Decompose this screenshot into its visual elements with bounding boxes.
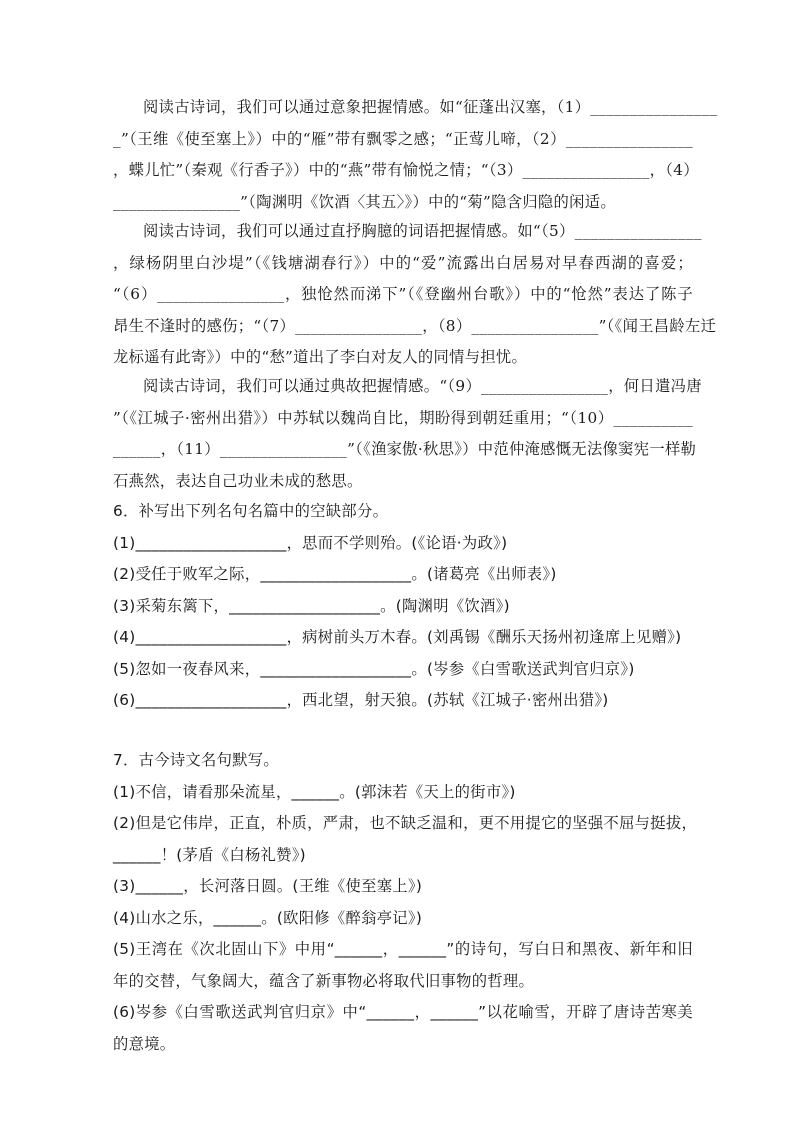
question-item: (6)岑参《白雪歌送武判官归京》中“______，______”以花喻雪，开辟了唐诗苦寒美 [113, 1003, 693, 1021]
passage-imagery [113, 92, 718, 218]
question-item: (6)___________________，西北望，射天狼。(苏轼《江城子·密州出猎》) [113, 691, 609, 709]
passage-allusion [113, 371, 702, 497]
passage-line: ，蝶儿忙”（秦观《行香子》）中的“燕”带有愉悦之情；“（3）________________，（4） [113, 161, 699, 179]
question-item: (3)采菊东篱下，___________________。(陶渊明《饮酒》) [113, 596, 510, 615]
question-item: (3)______，长河落日圆。(王维《使至塞上》) [113, 877, 423, 895]
passage-line: 昂生不逢时的感伤；“（7）________________，（8）________________”（《闻王昌龄左迁 [113, 316, 717, 335]
question-title: 7．古今诗文名句默写。 [113, 751, 280, 769]
passage-line: 石燕然，表达自己功业未成的愁思。 [113, 471, 363, 490]
question-6 [113, 496, 693, 717]
question-item: (4)___________________，病树前头万木春。(刘禹锡《酬乐天扬州初逢席上见赠》) [113, 628, 682, 646]
passage-line: ________________”（陶渊明《饮酒〈其五〉》）中的“菊”隐含归隐的闲适。 [113, 192, 616, 211]
question-item: (5)王湾在《次北固山下》中用“______，______”的诗句，写白日和黑夜、新年和旧 [113, 940, 693, 958]
question-item: (2)受任于败军之际，___________________。(诸葛亮《出师表》) [113, 565, 557, 583]
question-item: 的意境。 [113, 1034, 176, 1053]
passage-line: ”（《江城子·密州出猎》）中苏轼以魏尚自比，期盼得到朝廷重用；“（10）__________ [113, 408, 693, 427]
question-7 [113, 745, 698, 1060]
passage-line: ______，（11）________________”（《渔家傲·秋思》）中范仲淹感慨无法像窦宪一样勒 [113, 440, 697, 458]
passage-line: 阅读古诗词，我们可以通过直抒胸臆的词语把握情感。如“（5）________________ [143, 222, 702, 240]
passage-line: “（6）________________，独怆然而涕下”（《登幽州台歌》）中的“怆然”表达了陈子 [113, 285, 693, 303]
passage-line: ，绿杨阴里白沙堤”（《钱塘湖春行》）中的“爱”流露出白居易对早春西湖的喜爱； [113, 253, 693, 272]
passage-line: 阅读古诗词，我们可以通过典故把握情感。“（9）________________，何日遣冯唐 [143, 377, 702, 395]
passage-line: 龙标遥有此寄》）中的“愁”道出了李白对友人的同情与担忧。 [113, 348, 528, 366]
passage-direct-expression [113, 216, 717, 374]
question-item: (1)不信，请看那朵流星，______。(郭沫若《天上的街市》) [113, 782, 516, 801]
question-item: ______！(茅盾《白杨礼赞》) [113, 845, 306, 864]
passage-line: _”（王维《使至塞上》）中的“雁”带有飘零之感；“正莺儿啼，（2）________________ [113, 129, 693, 148]
passage-line: 阅读古诗词，我们可以通过意象把握情感。如“征蓬出汉塞，（1）________________ [143, 98, 718, 116]
question-item: (4)山水之乐，______。(欧阳修《醉翁亭记》) [113, 908, 423, 927]
question-item: (1)___________________，思而不学则殆。(《论语·为政》) [113, 533, 508, 552]
question-item: 年的交替，气象阔大，蕴含了新事物必将取代旧事物的哲理。 [113, 971, 535, 990]
question-title: 6．补写出下列名句名篇中的空缺部分。 [113, 502, 389, 520]
question-item: (5)忽如一夜春风来，___________________。(岑参《白雪歌送武判官归京》) [113, 659, 635, 678]
question-item: (2)但是它伟岸，正直，朴质，严肃，也不缺乏温和，更不用提它的坚强不屈与挺拔， [113, 814, 698, 832]
